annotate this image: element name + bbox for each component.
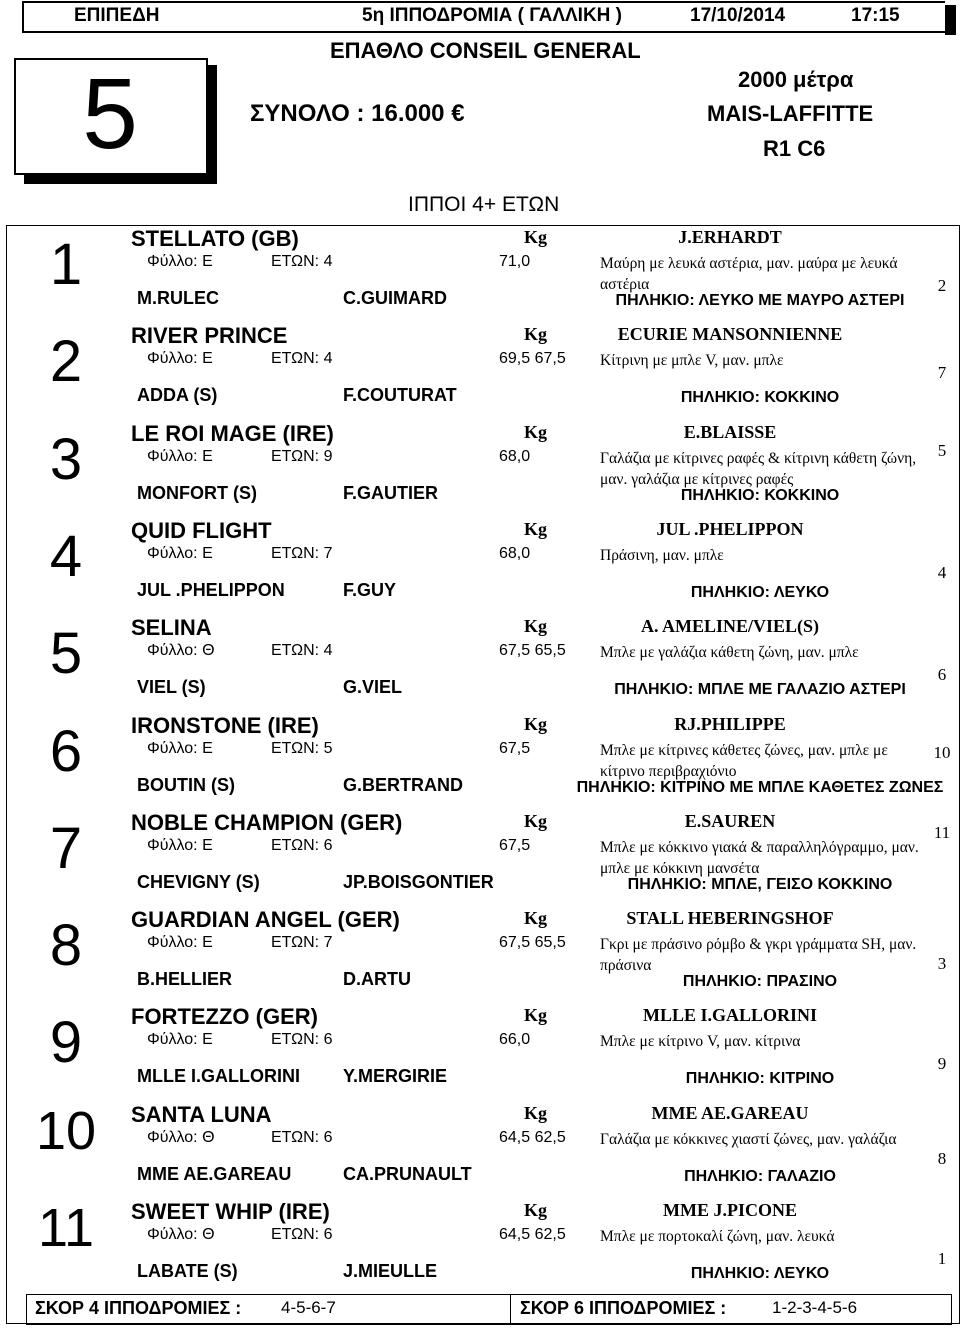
race-category: ΙΠΠΟΙ 4+ ΕΤΩΝ: [408, 193, 560, 216]
jockey-name: BOUTIN (S): [137, 774, 235, 795]
horse-weight: 67,5 65,5: [499, 642, 566, 660]
jockey-name: LABATE (S): [137, 1261, 238, 1281]
horse-weight: 64,5 62,5: [499, 1128, 566, 1146]
owner-name: MME J.PICONE: [663, 1200, 797, 1220]
score4-label: ΣΚΟΡ 4 ΙΠΠΟΔΡΟΜΙΕΣ :: [35, 1298, 242, 1318]
last-position: 3: [937, 954, 947, 974]
runner-row: [0, 810, 960, 907]
runner-row: [0, 1102, 960, 1199]
last-position: 8: [937, 1148, 947, 1168]
owner-name: E.SAUREN: [684, 810, 776, 831]
horse-age: ΕΤΩΝ: 4: [271, 350, 333, 368]
helmet-color: ΠΗΛΗΚΙΟ: ΛΕΥΚΟ: [690, 583, 830, 601]
trainer-name: JP.BOISGONTIER: [343, 871, 494, 892]
silks-description: Μπλε με κίτρινες κάθετες ζώνες, μαν. μπλε με κίτρινο περιβραχιόνιο: [600, 741, 888, 780]
score6-label: ΣΚΟΡ 6 ΙΠΠΟΔΡΟΜΙΕΣ :: [520, 1298, 727, 1318]
silks-description: Γαλάζια με κίτρινες ραφές & κίτρινη κάθετη ζώνη, μαν. γαλάζια με κίτρινες ραφές: [600, 449, 917, 488]
header-shadow: [945, 5, 956, 35]
last-position: 9: [937, 1054, 947, 1074]
helmet-color: ΠΗΛΗΚΙΟ: ΠΡΑΣΙΝΟ: [682, 973, 838, 991]
last-position: 7: [937, 363, 947, 383]
horse-name: IRONSTONE (IRE): [131, 712, 319, 738]
kg-label: Kg: [524, 810, 548, 831]
horse-name: SELINA: [131, 615, 212, 641]
jockey-name: B.HELLIER: [137, 969, 233, 990]
race-date: 17/10/2014: [690, 5, 786, 26]
horse-weight: 67,5: [499, 739, 531, 757]
horse-age: ΕΤΩΝ: 6: [271, 1226, 333, 1243]
kg-label: Kg: [524, 227, 548, 247]
helmet-color: ΠΗΛΗΚΙΟ: ΜΠΛΕ ΜΕ ΓΑΛΑΖΙΟ ΑΣΤΕΡΙ: [614, 681, 906, 699]
race-time: 17:15: [851, 5, 900, 26]
kg-label: Kg: [524, 1102, 548, 1123]
saddle-number: 7: [49, 815, 83, 881]
race-code: R1 C6: [763, 136, 826, 161]
silks-description: Κίτρινη με μπλε V, μαν. μπλε: [600, 352, 784, 370]
owner-name: A. AMELINE/VIEL(S): [640, 616, 820, 637]
prize-total: ΣΥΝΟΛΟ : 16.000 €: [250, 100, 465, 127]
horse-sex: Φύλλο: Ε: [147, 544, 213, 562]
owner-name: E.BLAISSE: [683, 421, 777, 442]
owner-name: ECURIE MANSONNIENNE: [617, 324, 843, 345]
saddle-number: 10: [35, 1100, 97, 1161]
horse-sex: Φύλλο: Ε: [147, 253, 213, 270]
saddle-number: 5: [49, 621, 83, 687]
horse-age: ΕΤΩΝ: 6: [271, 836, 333, 854]
horse-name: LE ROI MAGE (IRE): [131, 420, 334, 446]
silks-description: Γκρι με πράσινο ρόμβο & γκρι γράμματα SH, μαν. πράσινα: [600, 936, 917, 975]
jockey-name: JUL .PHELIPPON: [137, 579, 285, 600]
owner-name: STALL HEBERINGSHOF: [626, 908, 834, 929]
saddle-number: 4: [49, 523, 83, 589]
score4-value: 4-5-6-7: [281, 1298, 336, 1317]
kg-label: Kg: [524, 1005, 548, 1026]
saddle-number: 11: [37, 1198, 95, 1258]
last-position: 4: [937, 562, 947, 582]
trainer-name: Y.MERGIRIE: [343, 1066, 448, 1087]
silks-description: Πράσινη, μαν. μπλε: [600, 546, 724, 564]
owner-name: RJ.PHILIPPE: [674, 713, 786, 734]
horse-weight: 66,0: [499, 1031, 531, 1049]
horse-weight: 68,0: [499, 447, 531, 465]
runner-row: [0, 518, 960, 615]
horse-sex: Φύλλο: Θ: [147, 642, 215, 660]
runner-row: [0, 421, 960, 518]
footer-divider: [510, 1294, 511, 1324]
horse-name: NOBLE CHAMPION (GER): [131, 809, 403, 835]
jockey-name: MME AE.GAREAU: [137, 1163, 292, 1184]
horse-age: ΕΤΩΝ: 6: [271, 1031, 333, 1049]
race-distance: 2000 μέτρα: [738, 67, 854, 92]
kg-label: Kg: [524, 713, 548, 734]
helmet-color: ΠΗΛΗΚΙΟ: ΜΠΛΕ, ΓΕΙΣΟ ΚΟΚΚΙΝΟ: [627, 875, 893, 893]
runner-row: [0, 1004, 960, 1101]
last-position: 5: [937, 440, 947, 460]
trainer-name: F.COUTURAT: [343, 385, 457, 406]
horse-name: SWEET WHIP (IRE): [131, 1199, 330, 1224]
jockey-name: M.RULEC: [137, 288, 219, 308]
kg-label: Kg: [524, 1200, 548, 1220]
trainer-name: F.GAUTIER: [343, 482, 439, 503]
saddle-number: 2: [49, 329, 83, 395]
horse-age: ΕΤΩΝ: 7: [271, 544, 333, 562]
horse-weight: 71,0: [499, 253, 531, 270]
runner-row: [0, 323, 960, 420]
runner-row: [0, 1199, 960, 1296]
saddle-number: 9: [49, 1010, 83, 1076]
helmet-color: ΠΗΛΗΚΙΟ: ΚΟΚΚΙΝΟ: [680, 389, 840, 407]
trainer-name: D.ARTU: [343, 969, 411, 990]
horse-name: GUARDIAN ANGEL (GER): [131, 907, 400, 933]
trainer-name: F.GUY: [343, 579, 397, 600]
owner-name: MME AE.GAREAU: [651, 1102, 809, 1123]
silks-description: Μπλε με πορτοκαλί ζώνη, μαν. λευκά: [600, 1228, 835, 1245]
jockey-name: CHEVIGNY (S): [137, 871, 260, 892]
horse-weight: 67,5: [499, 836, 531, 854]
helmet-color: ΠΗΛΗΚΙΟ: ΛΕΥΚΟ: [690, 1265, 830, 1282]
horse-age: ΕΤΩΝ: 4: [271, 642, 333, 660]
owner-name: J.ERHARDT: [678, 227, 782, 247]
horse-sex: Φύλλο: Θ: [147, 1226, 215, 1243]
silks-description: Μπλε με κίτρινο V, μαν. κίτρινα: [600, 1033, 801, 1051]
runner-row: [0, 713, 960, 810]
trainer-name: G.BERTRAND: [343, 774, 463, 795]
horse-name: RIVER PRINCE: [131, 323, 288, 349]
silks-description: Μπλε με γαλάζια κάθετη ζώνη, μαν. μπλε: [600, 644, 859, 662]
kg-label: Kg: [524, 908, 548, 929]
horse-sex: Φύλλο: Ε: [147, 739, 213, 757]
horse-sex: Φύλλο: Ε: [147, 934, 213, 952]
owner-name: MLLE I.GALLORINI: [642, 1005, 818, 1026]
horse-name: STELLATO (GB): [131, 226, 299, 251]
saddle-number: 1: [49, 232, 83, 297]
helmet-color: ΠΗΛΗΚΙΟ: ΚΙΤΡΙΝΟ ΜΕ ΜΠΛΕ ΚΑΘΕΤΕΣ ΖΩΝΕΣ: [576, 778, 944, 796]
kg-label: Kg: [524, 518, 548, 539]
race-title: 5η ΙΠΠΟΔΡΟΜΙΑ ( ΓΑΛΛΙΚΗ ): [362, 5, 623, 26]
jockey-name: ADDA (S): [137, 385, 218, 406]
jockey-name: MLLE I.GALLORINI: [137, 1066, 300, 1087]
helmet-color: ΠΗΛΗΚΙΟ: ΓΑΛΑΖΙΟ: [684, 1167, 836, 1185]
horse-sex: Φύλλο: Ε: [147, 447, 213, 465]
saddle-number: 8: [49, 913, 83, 979]
horse-sex: Φύλλο: Ε: [147, 350, 213, 368]
silks-description: Γαλάζια με κόκκινες χιαστί ζώνες, μαν. γαλάζια: [600, 1130, 897, 1148]
runner-row: [0, 907, 960, 1004]
last-position: 1: [937, 1249, 947, 1268]
horse-age: ΕΤΩΝ: 5: [271, 739, 333, 757]
helmet-color: ΠΗΛΗΚΙΟ: ΛΕΥΚΟ ΜΕ ΜΑΥΡΟ ΑΣΤΕΡΙ: [615, 292, 905, 309]
horse-sex: Φύλλο: Ε: [147, 836, 213, 854]
horse-age: ΕΤΩΝ: 7: [271, 934, 333, 952]
horse-sex: Φύλλο: Θ: [147, 1128, 215, 1146]
helmet-color: ΠΗΛΗΚΙΟ: ΚΟΚΚΙΝΟ: [680, 486, 840, 504]
jockey-name: VIEL (S): [137, 677, 206, 698]
horse-sex: Φύλλο: Ε: [147, 1031, 213, 1049]
kg-label: Kg: [524, 616, 548, 637]
horse-name: QUID FLIGHT: [131, 517, 272, 543]
horse-weight: 68,0: [499, 544, 531, 562]
horse-age: ΕΤΩΝ: 4: [271, 253, 333, 270]
saddle-number: 3: [49, 426, 83, 492]
saddle-number: 6: [49, 718, 83, 784]
horse-weight: 64,5 62,5: [499, 1226, 566, 1243]
score6-value: 1-2-3-4-5-6: [772, 1298, 858, 1317]
trainer-name: J.MIEULLE: [343, 1261, 438, 1281]
race-venue: MAIS-LAFFITTE: [707, 101, 874, 126]
trainer-name: CA.PRUNAULT: [343, 1163, 472, 1184]
silks-description: Μαύρη με λευκά αστέρια, μαν. μαύρα με λευκά αστέρια: [600, 255, 898, 293]
horse-weight: 69,5 67,5: [499, 350, 566, 368]
track-type: ΕΠΙΠΕΔΗ: [74, 5, 160, 26]
race-number: 5: [82, 58, 138, 170]
prize-name: ΕΠΑΘΛΟ CONSEIL GENERAL: [330, 38, 641, 63]
last-position: 11: [933, 822, 951, 842]
kg-label: Kg: [524, 421, 548, 442]
last-position: 6: [937, 665, 947, 685]
trainer-name: G.VIEL: [343, 677, 403, 698]
horse-age: ΕΤΩΝ: 9: [271, 447, 333, 465]
kg-label: Kg: [524, 324, 548, 345]
runner-row: [0, 615, 960, 712]
last-position: 2: [937, 276, 947, 295]
helmet-color: ΠΗΛΗΚΙΟ: ΚΙΤΡΙΝΟ: [685, 1070, 835, 1088]
horse-name: SANTA LUNA: [131, 1101, 272, 1127]
horse-age: ΕΤΩΝ: 6: [271, 1128, 333, 1146]
trainer-name: C.GUIMARD: [343, 288, 447, 308]
last-position: 10: [933, 742, 951, 762]
owner-name: JUL .PHELIPPON: [656, 518, 804, 539]
horse-name: FORTEZZO (GER): [131, 1004, 318, 1030]
jockey-name: MONFORT (S): [137, 482, 257, 503]
silks-description: Μπλε με κόκκινο γιακά & παραλληλόγραμμο, μαν. μπλε με κόκκινη μανσέτα: [600, 838, 919, 877]
runner-row: [0, 226, 960, 323]
horse-weight: 67,5 65,5: [499, 934, 566, 952]
